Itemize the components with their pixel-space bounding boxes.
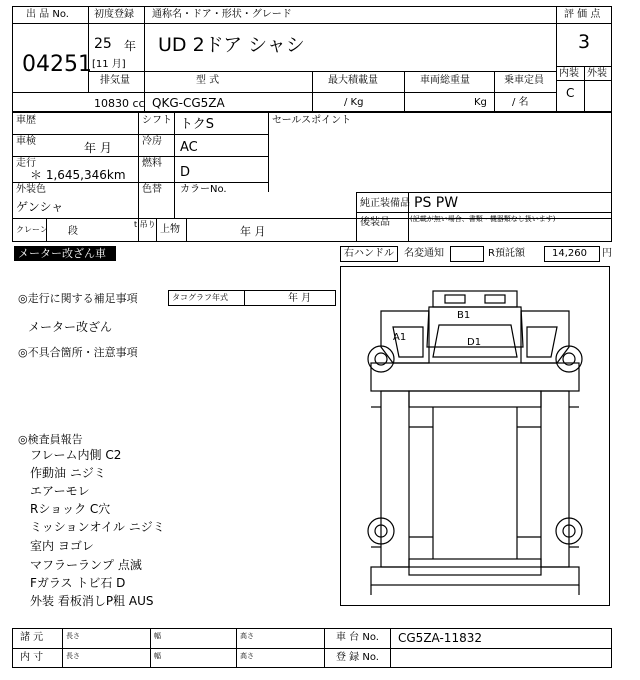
report-line: 室内 ヨゴレ: [30, 539, 94, 553]
equipment-value: PS PW: [414, 195, 459, 211]
damage-diagram-frame: [340, 266, 610, 606]
gross-weight-label: 車両総重量: [420, 75, 470, 86]
ac-label: 冷房: [142, 136, 162, 147]
reg-month: [11 月]: [92, 59, 126, 70]
chassis-label: 車 台 No.: [336, 632, 379, 643]
length-label: 長さ: [66, 632, 80, 640]
inner-row-label: 内 寸: [20, 652, 44, 663]
supplement-text: メーター改ざん: [28, 320, 113, 334]
truck-outline-diagram: [341, 267, 609, 605]
report-line: 作動油 ニジミ: [30, 466, 106, 480]
report-line: フレーム内側 C2: [30, 448, 122, 462]
damage-mark: D1: [467, 337, 482, 348]
name-label: 通称名・ドア・形状・グレード: [152, 9, 292, 20]
length-label: 長さ: [66, 652, 80, 660]
name-change-label: 名変通知: [404, 248, 444, 259]
color-code-label: カラーNo.: [180, 184, 227, 195]
inspection-label: 車検: [16, 136, 36, 147]
report-line: ミッションオイル ニジミ: [30, 520, 165, 534]
color-label: 外装色: [16, 184, 46, 195]
gross-weight-value: Kg: [474, 97, 487, 108]
displacement-label: 排気量: [100, 75, 130, 86]
report-line: 外装 看板消しP粗 AUS: [30, 594, 154, 608]
aftermarket-label: 後装品: [360, 217, 390, 228]
crane-step: 段: [68, 226, 78, 237]
shift-value: トクS: [180, 117, 214, 132]
displacement-value: 10830 cc: [94, 97, 145, 110]
registration-label: 登 録 No.: [336, 652, 379, 663]
color-change-label: 色替: [142, 184, 162, 195]
lot-label: 出 品 No.: [26, 9, 69, 20]
model-code-value: QKG-CG5ZA: [152, 96, 225, 110]
loader-value: 年 月: [240, 225, 266, 238]
first-reg-label: 初度登録: [94, 9, 134, 20]
lot-number: 04251: [22, 52, 92, 77]
grade-label: 評 価 点: [564, 9, 601, 20]
mileage-label: 走行: [16, 158, 36, 169]
damage-mark: B1: [457, 310, 471, 321]
grade-value: 3: [578, 31, 591, 53]
report-line: Rショック C穴: [30, 502, 111, 516]
inspector-heading: ◎検査員報告: [18, 433, 83, 446]
specs-row-label: 諸 元: [20, 632, 44, 643]
tacho-label: タコグラフ年式: [172, 293, 228, 302]
model-name: UD 2ドア シャシ: [158, 34, 305, 56]
exterior-label: 外装: [587, 68, 607, 79]
model-code-label: 型 式: [196, 75, 220, 86]
interior-label: 内装: [559, 68, 579, 79]
name-change-box: [450, 246, 484, 262]
reg-year-unit: 年: [124, 39, 137, 53]
supplement-heading: ◎走行に関する補足事項: [18, 292, 138, 305]
tacho-value: 年 月: [288, 293, 312, 304]
r-deposit-label: R預託額: [488, 248, 525, 259]
report-line: エアーモレ: [30, 484, 90, 498]
height-label: 高さ: [240, 652, 254, 660]
chassis-value: CG5ZA-11832: [398, 631, 482, 645]
fuel-value: D: [180, 165, 191, 180]
height-label: 高さ: [240, 632, 254, 640]
r-deposit-unit: 円: [602, 248, 612, 259]
capacity-label: 乗車定員: [504, 75, 544, 86]
report-line: Fガラス トビ石 D: [30, 576, 126, 590]
max-load-value: / Kg: [344, 97, 364, 108]
defects-heading: ◎不具合箇所・注意事項: [18, 346, 138, 359]
report-line: マフラーランプ 点滅: [30, 558, 142, 572]
tampered-meter-badge: メーター改ざん車: [14, 246, 116, 261]
damage-mark: A1: [393, 332, 407, 343]
fuel-label: 燃料: [142, 158, 162, 169]
reg-year: 25: [94, 36, 112, 52]
r-deposit-value: 14,260: [552, 248, 587, 259]
aftermarket-note: (記載が無い場合、書類・機器類なし扱います): [410, 215, 556, 223]
shift-label: シフト: [142, 115, 172, 126]
inspection-value: 年 月: [84, 141, 112, 155]
sales-point-label: セールスポイント: [272, 115, 352, 126]
max-load-label: 最大積載量: [328, 75, 378, 86]
ac-value: AC: [180, 140, 198, 155]
history-label: 車歴: [16, 115, 36, 126]
right-hand-label: 右ハンドル: [344, 248, 394, 259]
loader-label: 上物: [160, 224, 180, 235]
interior-grade: C: [566, 86, 575, 100]
crane-label: クレーン: [16, 225, 48, 234]
equipment-label: 純正装備品: [360, 198, 410, 209]
width-label: 幅: [154, 632, 161, 640]
color-value: ゲンシャ: [16, 200, 64, 214]
width-label: 幅: [154, 652, 161, 660]
capacity-value: / 名: [512, 97, 529, 108]
crane-ton: t 吊り: [134, 220, 156, 229]
mileage-value: ＊ 1,645,346km: [30, 168, 126, 182]
